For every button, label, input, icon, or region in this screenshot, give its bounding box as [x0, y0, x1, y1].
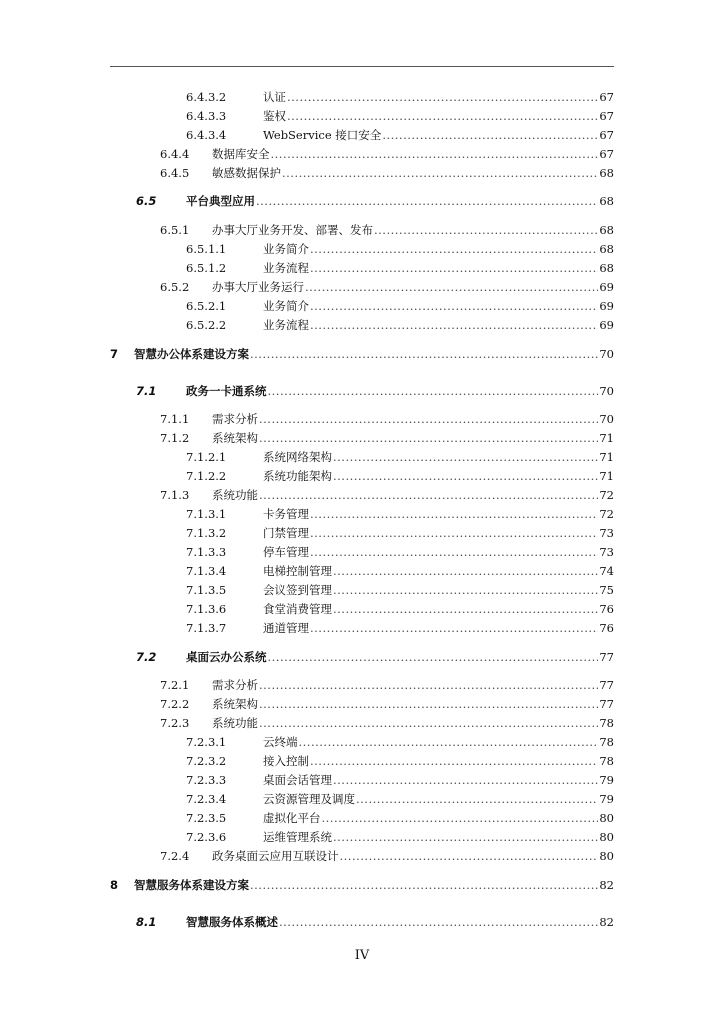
toc-entry-number: 7.2.3.6	[186, 830, 227, 844]
toc-entry-page: 71	[599, 469, 614, 483]
toc-entry-number: 7.2.3.3	[186, 773, 227, 787]
toc-entry-title: 办事大厅业务开发、部署、发布	[212, 223, 373, 237]
toc-leader-dots	[356, 790, 598, 808]
toc-entry-page: 82	[599, 878, 614, 892]
toc-entry[interactable]	[0, 619, 724, 637]
toc-entry-page: 69	[599, 299, 614, 313]
toc-entry-title: 桌面云办公系统	[186, 650, 267, 664]
toc-entry-title: 门禁管理	[263, 526, 309, 540]
toc-entry-page: 77	[599, 678, 614, 692]
toc-leader-dots	[250, 876, 598, 894]
toc-entry[interactable]	[0, 297, 724, 315]
toc-leader-dots	[250, 345, 598, 363]
toc-entry[interactable]	[0, 913, 724, 931]
toc-entry-number: 6.4.3.3	[186, 109, 227, 123]
toc-entry[interactable]	[0, 752, 724, 770]
toc-leader-dots	[256, 192, 598, 210]
toc-entry-page: 79	[599, 773, 614, 787]
toc-entry-title: 云终端	[263, 735, 298, 749]
toc-leader-dots	[259, 714, 598, 732]
toc-leader-dots	[287, 107, 598, 125]
toc-entry-number: 7.1.1	[160, 412, 190, 426]
toc-entry-page: 68	[599, 261, 614, 275]
toc-entry-title: 电梯控制管理	[263, 564, 332, 578]
toc-entry-page: 70	[599, 412, 614, 426]
toc-entry-title: 业务流程	[263, 318, 309, 332]
toc-leader-dots	[259, 695, 598, 713]
toc-leader-dots	[282, 164, 598, 182]
toc-entry-number: 7.2.2	[160, 697, 190, 711]
toc-entry-title: 桌面会话管理	[263, 773, 332, 787]
toc-entry-page: 67	[599, 147, 614, 161]
toc-leader-dots	[271, 145, 599, 163]
toc-entry[interactable]	[0, 486, 724, 504]
toc-leader-dots	[333, 562, 598, 580]
toc-entry-page: 70	[599, 347, 614, 361]
toc-leader-dots	[333, 467, 598, 485]
toc-entry-number: 7.1.3.5	[186, 583, 227, 597]
toc-leader-dots	[287, 88, 598, 106]
toc-entry-page: 76	[599, 621, 614, 635]
toc-leader-dots	[333, 581, 598, 599]
toc-entry[interactable]	[0, 145, 724, 163]
toc-entry-page: 72	[599, 488, 614, 502]
toc-entry[interactable]	[0, 126, 724, 144]
toc-leader-dots	[340, 847, 599, 865]
toc-leader-dots	[310, 619, 598, 637]
toc-entry-title: 政务一卡通系统	[186, 384, 267, 398]
toc-entry-number: 6.5.2.2	[186, 318, 227, 332]
toc-entry-title: 系统功能	[212, 716, 258, 730]
toc-entry-page: 77	[599, 650, 614, 664]
toc-entry-title: 业务简介	[263, 242, 309, 256]
toc-entry[interactable]	[0, 809, 724, 827]
toc-entry-title: 需求分析	[212, 412, 258, 426]
toc-entry[interactable]	[0, 221, 724, 239]
toc-entry-number: 7.2.3.2	[186, 754, 227, 768]
toc-entry-number: 7.1.3.3	[186, 545, 227, 559]
toc-entry-title: 会议签到管理	[263, 583, 332, 597]
toc-entry-title: 虚拟化平台	[263, 811, 321, 825]
toc-entry[interactable]	[0, 429, 724, 447]
toc-entry-title: 运维管理系统	[263, 830, 332, 844]
toc-entry-title: 政务桌面云应用互联设计	[212, 849, 339, 863]
toc-entry-title: 系统功能	[212, 488, 258, 502]
toc-entry-title: 鉴权	[263, 109, 286, 123]
toc-entry-title: 平台典型应用	[186, 194, 255, 208]
toc-entry[interactable]	[0, 543, 724, 561]
toc-entry[interactable]	[0, 164, 724, 182]
toc-leader-dots	[310, 240, 598, 258]
toc-entry-number: 7.2.1	[160, 678, 190, 692]
toc-entry-number: 6.4.5	[160, 166, 190, 180]
toc-entry[interactable]	[0, 505, 724, 523]
toc-entry[interactable]	[0, 345, 724, 363]
toc-entry[interactable]	[0, 192, 724, 210]
toc-entry-title: 系统架构	[212, 697, 258, 711]
toc-entry[interactable]	[0, 695, 724, 713]
toc-entry[interactable]	[0, 410, 724, 428]
toc-leader-dots	[310, 543, 598, 561]
toc-entry[interactable]	[0, 562, 724, 580]
toc-entry[interactable]	[0, 259, 724, 277]
toc-entry-page: 68	[599, 194, 614, 208]
toc-entry-number: 7.2.3	[160, 716, 190, 730]
toc-entry-number: 7.1.3	[160, 488, 190, 502]
toc-entry-page: 78	[599, 735, 614, 749]
toc-entry-number: 8	[110, 878, 119, 892]
toc-entry[interactable]	[0, 733, 724, 751]
toc-leader-dots	[322, 809, 599, 827]
toc-entry-page: 78	[599, 754, 614, 768]
toc-entry-title: WebService 接口安全	[263, 128, 382, 142]
toc-entry-number: 7.1.3.6	[186, 602, 227, 616]
toc-entry-number: 7.1.3.7	[186, 621, 227, 635]
toc-entry[interactable]	[0, 876, 724, 894]
toc-entry-number: 7.1.3.2	[186, 526, 227, 540]
toc-entry-number: 7.2.3.4	[186, 792, 227, 806]
toc-entry-title: 办事大厅业务运行	[212, 280, 304, 294]
toc-entry-page: 73	[599, 526, 614, 540]
toc-leader-dots	[333, 448, 598, 466]
toc-entry-number: 6.5.1.1	[186, 242, 227, 256]
toc-leader-dots	[310, 752, 598, 770]
page-number: IV	[354, 948, 370, 963]
toc-entry[interactable]	[0, 790, 724, 808]
toc-entry[interactable]	[0, 648, 724, 666]
toc-entry-page: 78	[599, 716, 614, 730]
toc-entry-page: 82	[599, 915, 614, 929]
toc-entry-title: 认证	[263, 90, 286, 104]
toc-entry-page: 70	[599, 384, 614, 398]
toc-entry[interactable]	[0, 467, 724, 485]
toc-entry[interactable]	[0, 524, 724, 542]
toc-entry-page: 80	[599, 811, 614, 825]
toc-entry[interactable]	[0, 581, 724, 599]
toc-entry-page: 68	[599, 242, 614, 256]
toc-entry-number: 6.5.1	[160, 223, 190, 237]
toc-entry-title: 通道管理	[263, 621, 309, 635]
toc-entry-number: 8.1	[136, 915, 157, 929]
toc-entry-number: 6.5.1.2	[186, 261, 227, 275]
toc-leader-dots	[259, 429, 598, 447]
toc-entry-title: 系统功能架构	[263, 469, 332, 483]
toc-entry-page: 76	[599, 602, 614, 616]
toc-entry-number: 6.4.3.2	[186, 90, 227, 104]
toc-entry-title: 智慧办公体系建设方案	[134, 347, 249, 361]
toc-entry-title: 需求分析	[212, 678, 258, 692]
toc-entry-title: 接入控制	[263, 754, 309, 768]
toc-entry-number: 6.4.4	[160, 147, 190, 161]
toc-leader-dots	[310, 316, 598, 334]
toc-entry-number: 6.4.3.4	[186, 128, 227, 142]
toc-entry-title: 业务流程	[263, 261, 309, 275]
toc-entry[interactable]	[0, 771, 724, 789]
toc-entry-number: 6.5.2	[160, 280, 190, 294]
toc-leader-dots	[310, 259, 598, 277]
toc-entry[interactable]	[0, 107, 724, 125]
toc-entry-page: 79	[599, 792, 614, 806]
toc-leader-dots	[279, 913, 598, 931]
toc-entry-number: 7.2.3.1	[186, 735, 227, 749]
toc-leader-dots	[333, 771, 598, 789]
toc-entry-title: 业务简介	[263, 299, 309, 313]
toc-leader-dots	[333, 828, 598, 846]
toc-entry-title: 云资源管理及调度	[263, 792, 355, 806]
toc-entry-title: 系统架构	[212, 431, 258, 445]
toc-entry[interactable]	[0, 382, 724, 400]
toc-entry-number: 6.5.2.1	[186, 299, 227, 313]
toc-entry-page: 77	[599, 697, 614, 711]
toc-entry-page: 67	[599, 90, 614, 104]
toc-entry-page: 80	[599, 849, 614, 863]
toc-entry-page: 68	[599, 223, 614, 237]
toc-leader-dots	[259, 486, 598, 504]
toc-entry-title: 食堂消费管理	[263, 602, 332, 616]
toc-entry-page: 68	[599, 166, 614, 180]
toc-entry-title: 停车管理	[263, 545, 309, 559]
toc-entry-page: 75	[599, 583, 614, 597]
toc-entry-number: 7.1.2	[160, 431, 190, 445]
toc-entry-number: 7.1	[136, 384, 157, 398]
toc-entry-page: 67	[599, 109, 614, 123]
toc-entry-number: 6.5	[136, 194, 157, 208]
toc-leader-dots	[268, 648, 599, 666]
toc-entry-title: 系统网络架构	[263, 450, 332, 464]
toc-entry-title: 敏感数据保护	[212, 166, 281, 180]
toc-entry-page: 71	[599, 431, 614, 445]
toc-entry-page: 69	[599, 318, 614, 332]
toc-entry-title: 智慧服务体系建设方案	[134, 878, 249, 892]
toc-leader-dots	[333, 600, 598, 618]
toc-entry-title: 卡务管理	[263, 507, 309, 521]
toc-entry-number: 7.1.2.1	[186, 450, 227, 464]
toc-entry-number: 7.1.3.4	[186, 564, 227, 578]
toc-entry-page: 73	[599, 545, 614, 559]
toc-entry-number: 7	[110, 347, 119, 361]
toc-entry[interactable]	[0, 448, 724, 466]
toc-entry[interactable]	[0, 847, 724, 865]
toc-leader-dots	[259, 410, 598, 428]
toc-leader-dots	[374, 221, 598, 239]
toc-entry-page: 67	[599, 128, 614, 142]
toc-leader-dots	[310, 524, 598, 542]
toc-leader-dots	[382, 126, 598, 144]
toc-leader-dots	[305, 278, 598, 296]
toc-entry[interactable]	[0, 88, 724, 106]
toc-leader-dots	[259, 676, 598, 694]
toc-entry-page: 71	[599, 450, 614, 464]
toc-entry-number: 7.1.3.1	[186, 507, 227, 521]
toc-entry-number: 7.2.4	[160, 849, 190, 863]
toc-entry-page: 80	[599, 830, 614, 844]
toc-entry[interactable]	[0, 316, 724, 334]
toc-entry-page: 72	[599, 507, 614, 521]
toc-leader-dots	[268, 382, 599, 400]
toc-leader-dots	[310, 505, 598, 523]
toc-entry[interactable]	[0, 600, 724, 618]
toc-leader-dots	[310, 297, 598, 315]
toc-entry-page: 74	[599, 564, 614, 578]
toc-entry[interactable]	[0, 278, 724, 296]
toc-entry-number: 7.2	[136, 650, 157, 664]
toc-entry[interactable]	[0, 240, 724, 258]
toc-entry-number: 7.2.3.5	[186, 811, 227, 825]
toc-entry[interactable]	[0, 828, 724, 846]
toc-entry[interactable]	[0, 676, 724, 694]
toc-leader-dots	[299, 733, 599, 751]
toc-entry-number: 7.1.2.2	[186, 469, 227, 483]
toc-entry-title: 智慧服务体系概述	[186, 915, 278, 929]
toc-entry-page: 69	[599, 280, 614, 294]
toc-entry[interactable]	[0, 714, 724, 732]
toc-entry-title: 数据库安全	[212, 147, 270, 161]
